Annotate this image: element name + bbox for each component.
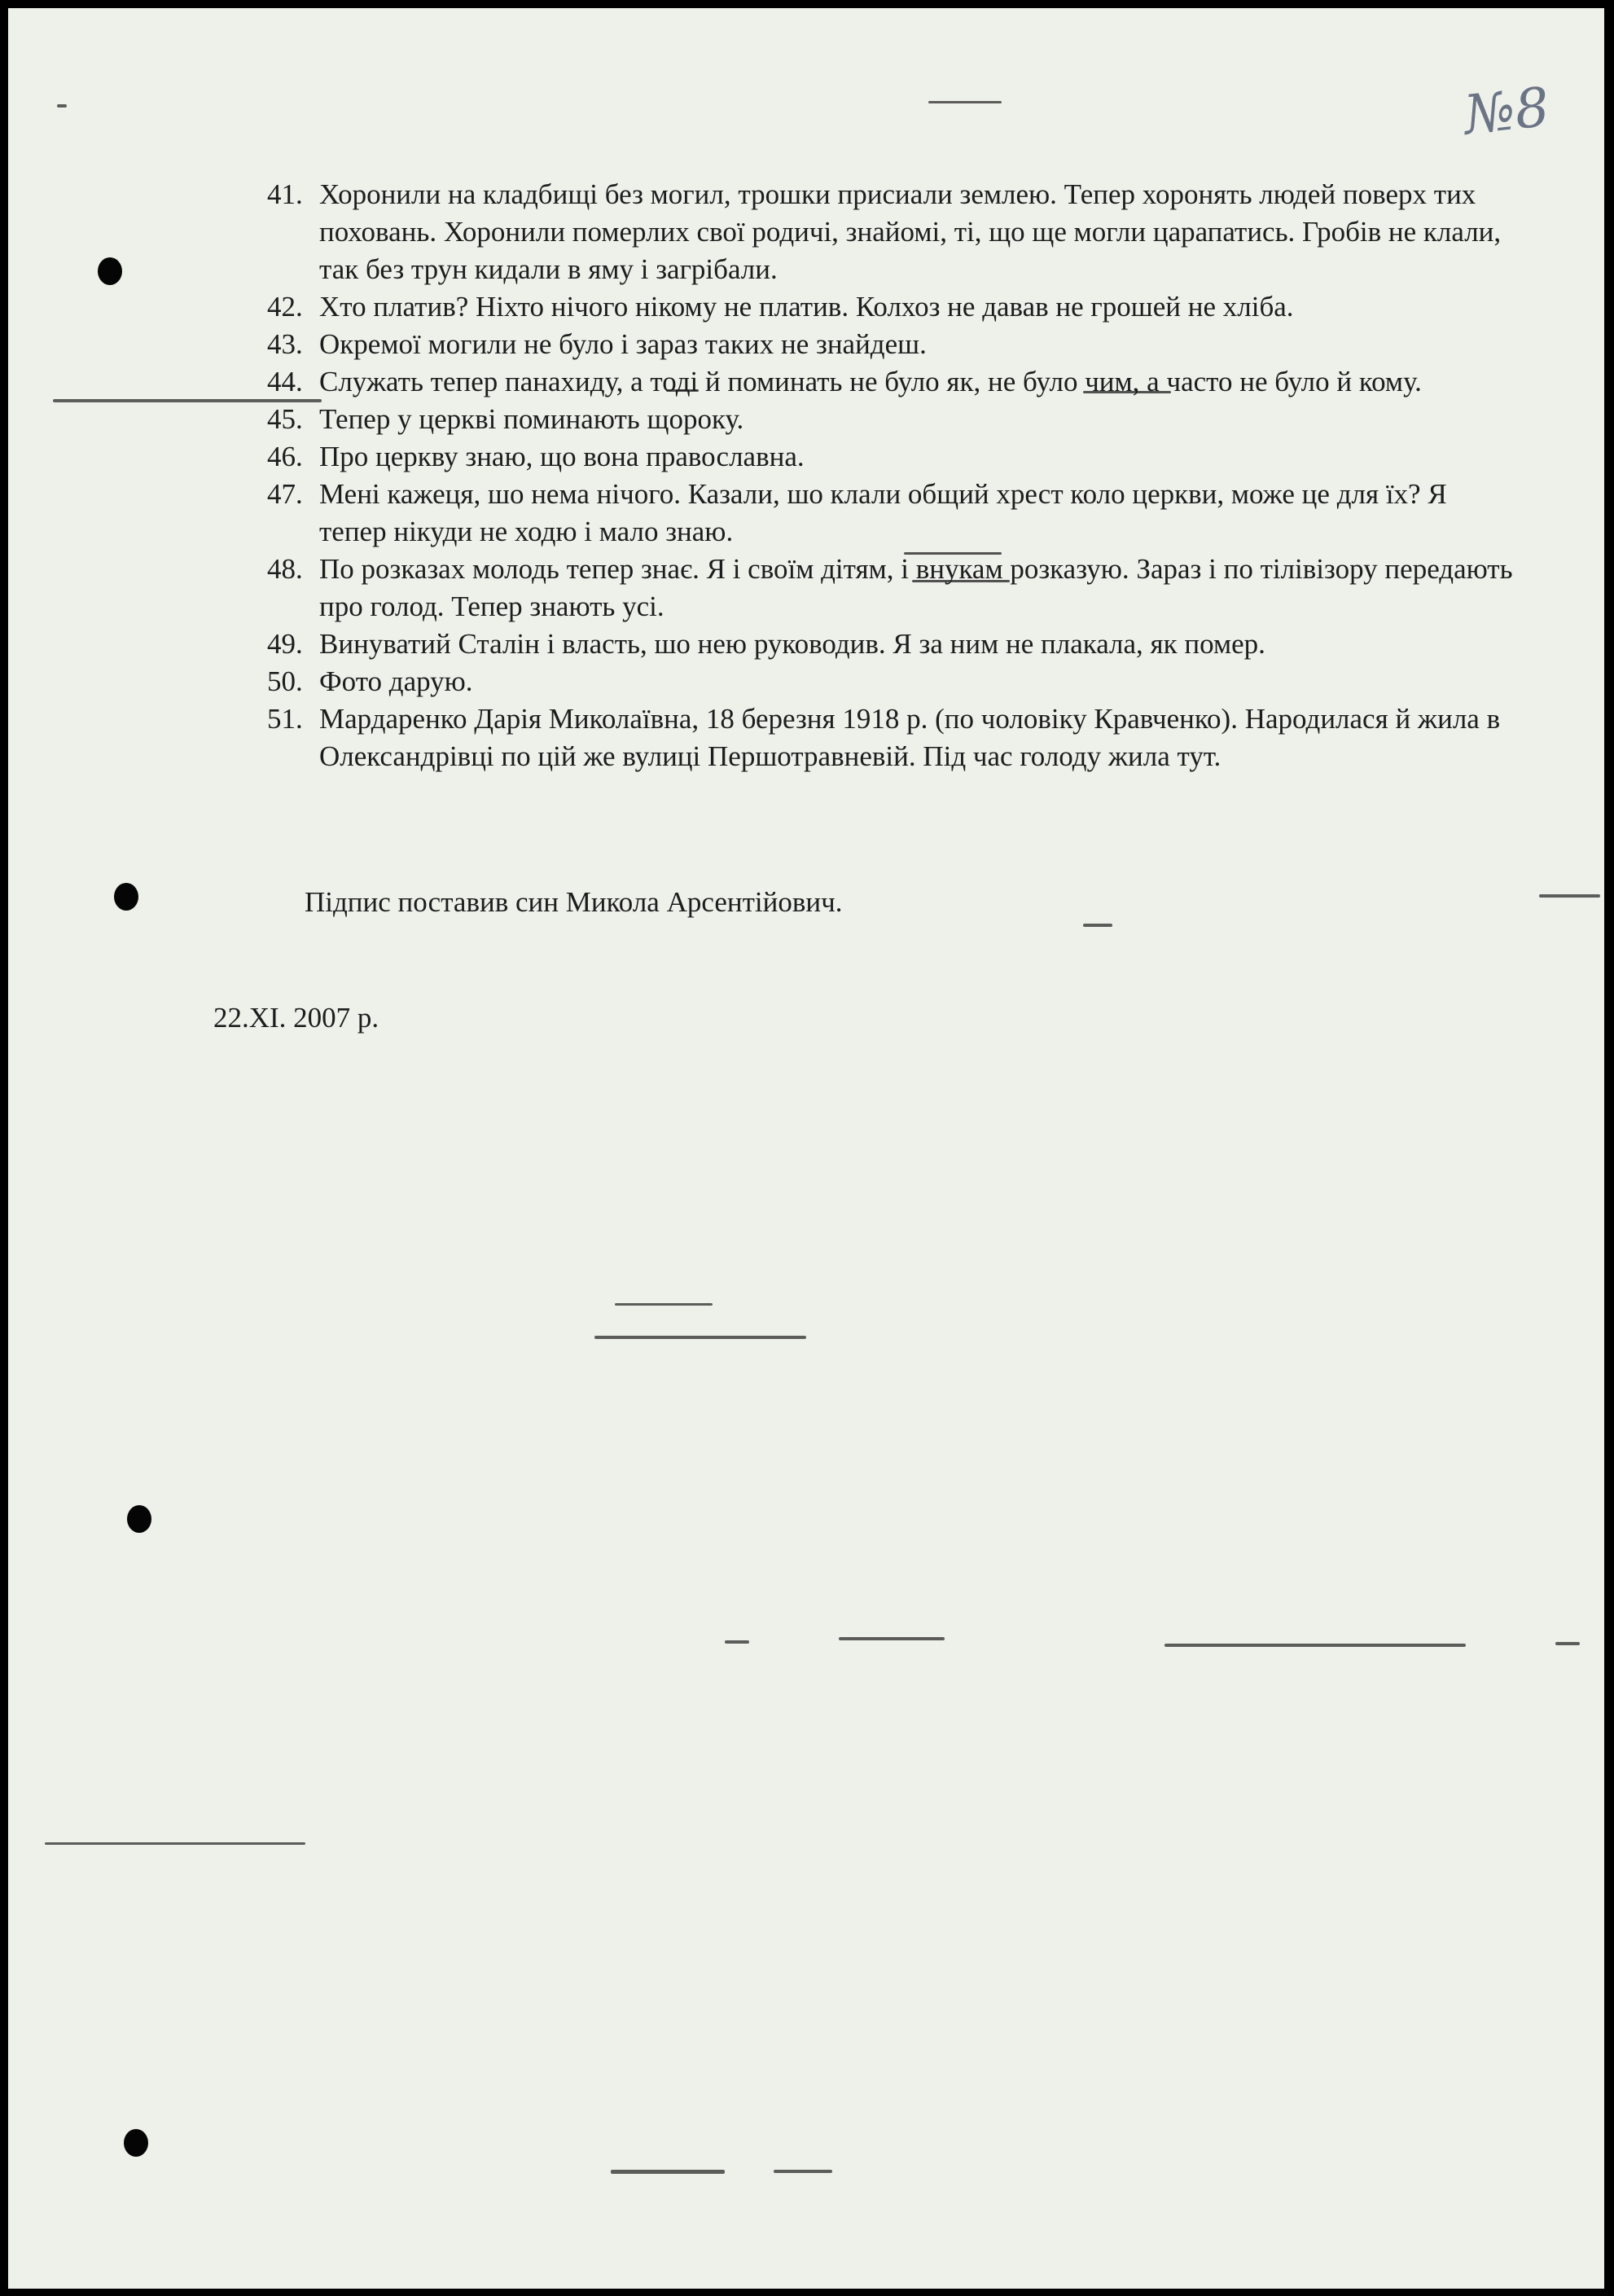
item-text: Хто платив? Ніхто нічого нікому не платив. Колхоз не давав не грошей не хліба. xyxy=(319,291,1294,323)
item-number: 49. xyxy=(267,628,303,660)
item-text: По розказах молодь тепер знає. Я і своїм дітям, і внукам розказую. Зараз і по тілівізору передають про голод. Тепер знають усі. xyxy=(319,553,1513,622)
answer-list xyxy=(267,176,1513,775)
scan-mark xyxy=(45,1842,305,1845)
item-text: Служать тепер панахиду, а тоді й поминать не було як, не було чим, а часто не було й кому. xyxy=(319,366,1422,397)
scan-mark xyxy=(1539,894,1600,898)
signature-note: Підпис поставив син Микола Арсентійович. xyxy=(305,886,843,918)
list-item xyxy=(267,663,1513,700)
list-item xyxy=(267,626,1513,663)
item-text: Окремої могили не було і зараз таких не знайдеш. xyxy=(319,328,927,360)
item-text: Мардаренко Дарія Миколаївна, 18 березня 1918 р. (по чоловіку Кравченко). Народилася й жила в Олександрівці по цій же вулиці Першотравневій. Під час голоду жила тут. xyxy=(319,703,1501,772)
item-number: 45. xyxy=(267,403,303,435)
list-item xyxy=(267,438,1513,476)
list-item xyxy=(267,551,1513,626)
scan-mark xyxy=(594,1336,806,1339)
list-item xyxy=(267,700,1513,775)
document-page xyxy=(8,8,1604,2289)
scan-mark xyxy=(774,2170,832,2173)
item-number: 51. xyxy=(267,703,303,735)
scan-mark xyxy=(615,1303,713,1306)
item-text: Мені кажеця, шо нема нічого. Казали, шо клали общий хрест коло церкви, може це для їх? Я тепер нікуди не ходю і мало знаю. xyxy=(319,478,1447,547)
scan-mark xyxy=(928,101,1002,103)
item-number: 50. xyxy=(267,665,303,697)
item-text: Тепер у церкві поминають щороку. xyxy=(319,403,744,435)
list-item xyxy=(267,176,1513,288)
item-number: 47. xyxy=(267,478,303,510)
item-text: Фото дарую. xyxy=(319,665,473,697)
item-number: 44. xyxy=(267,366,303,397)
item-text: Про церкву знаю, що вона православна. xyxy=(319,441,805,472)
scan-mark xyxy=(725,1640,749,1644)
punch-hole xyxy=(98,257,122,285)
scan-mark xyxy=(611,2170,725,2174)
scan-mark xyxy=(839,1637,945,1640)
scan-mark xyxy=(1083,924,1112,927)
punch-hole xyxy=(114,883,138,911)
scan-mark xyxy=(1555,1642,1580,1645)
document-date: 22.XI. 2007 р. xyxy=(213,1002,379,1034)
item-text: Хоронили на кладбищі без могил, трошки присиали землею. Тепер хоронять людей поверх тих поховань. Хоронили померлих свої родичі, знайомі, ті, що ще могли царапатись. Гробів не клали, так без трун кидали в яму і загрібали. xyxy=(319,178,1502,285)
item-text: Винуватий Сталін і власть, шо нею руководив. Я за ним не плакала, як помер. xyxy=(319,628,1265,660)
scan-mark xyxy=(1164,1644,1466,1647)
page-number: №8 xyxy=(1461,75,1553,147)
item-number: 46. xyxy=(267,441,303,472)
item-number: 43. xyxy=(267,328,303,360)
punch-hole xyxy=(127,1505,151,1533)
list-item xyxy=(267,476,1513,551)
list-item xyxy=(267,288,1513,326)
item-number: 41. xyxy=(267,178,303,210)
list-item xyxy=(267,401,1513,438)
punch-hole xyxy=(124,2129,148,2157)
list-item xyxy=(267,326,1513,363)
list-item xyxy=(267,363,1513,401)
item-number: 42. xyxy=(267,291,303,323)
item-number: 48. xyxy=(267,553,303,585)
scan-mark xyxy=(57,104,67,108)
